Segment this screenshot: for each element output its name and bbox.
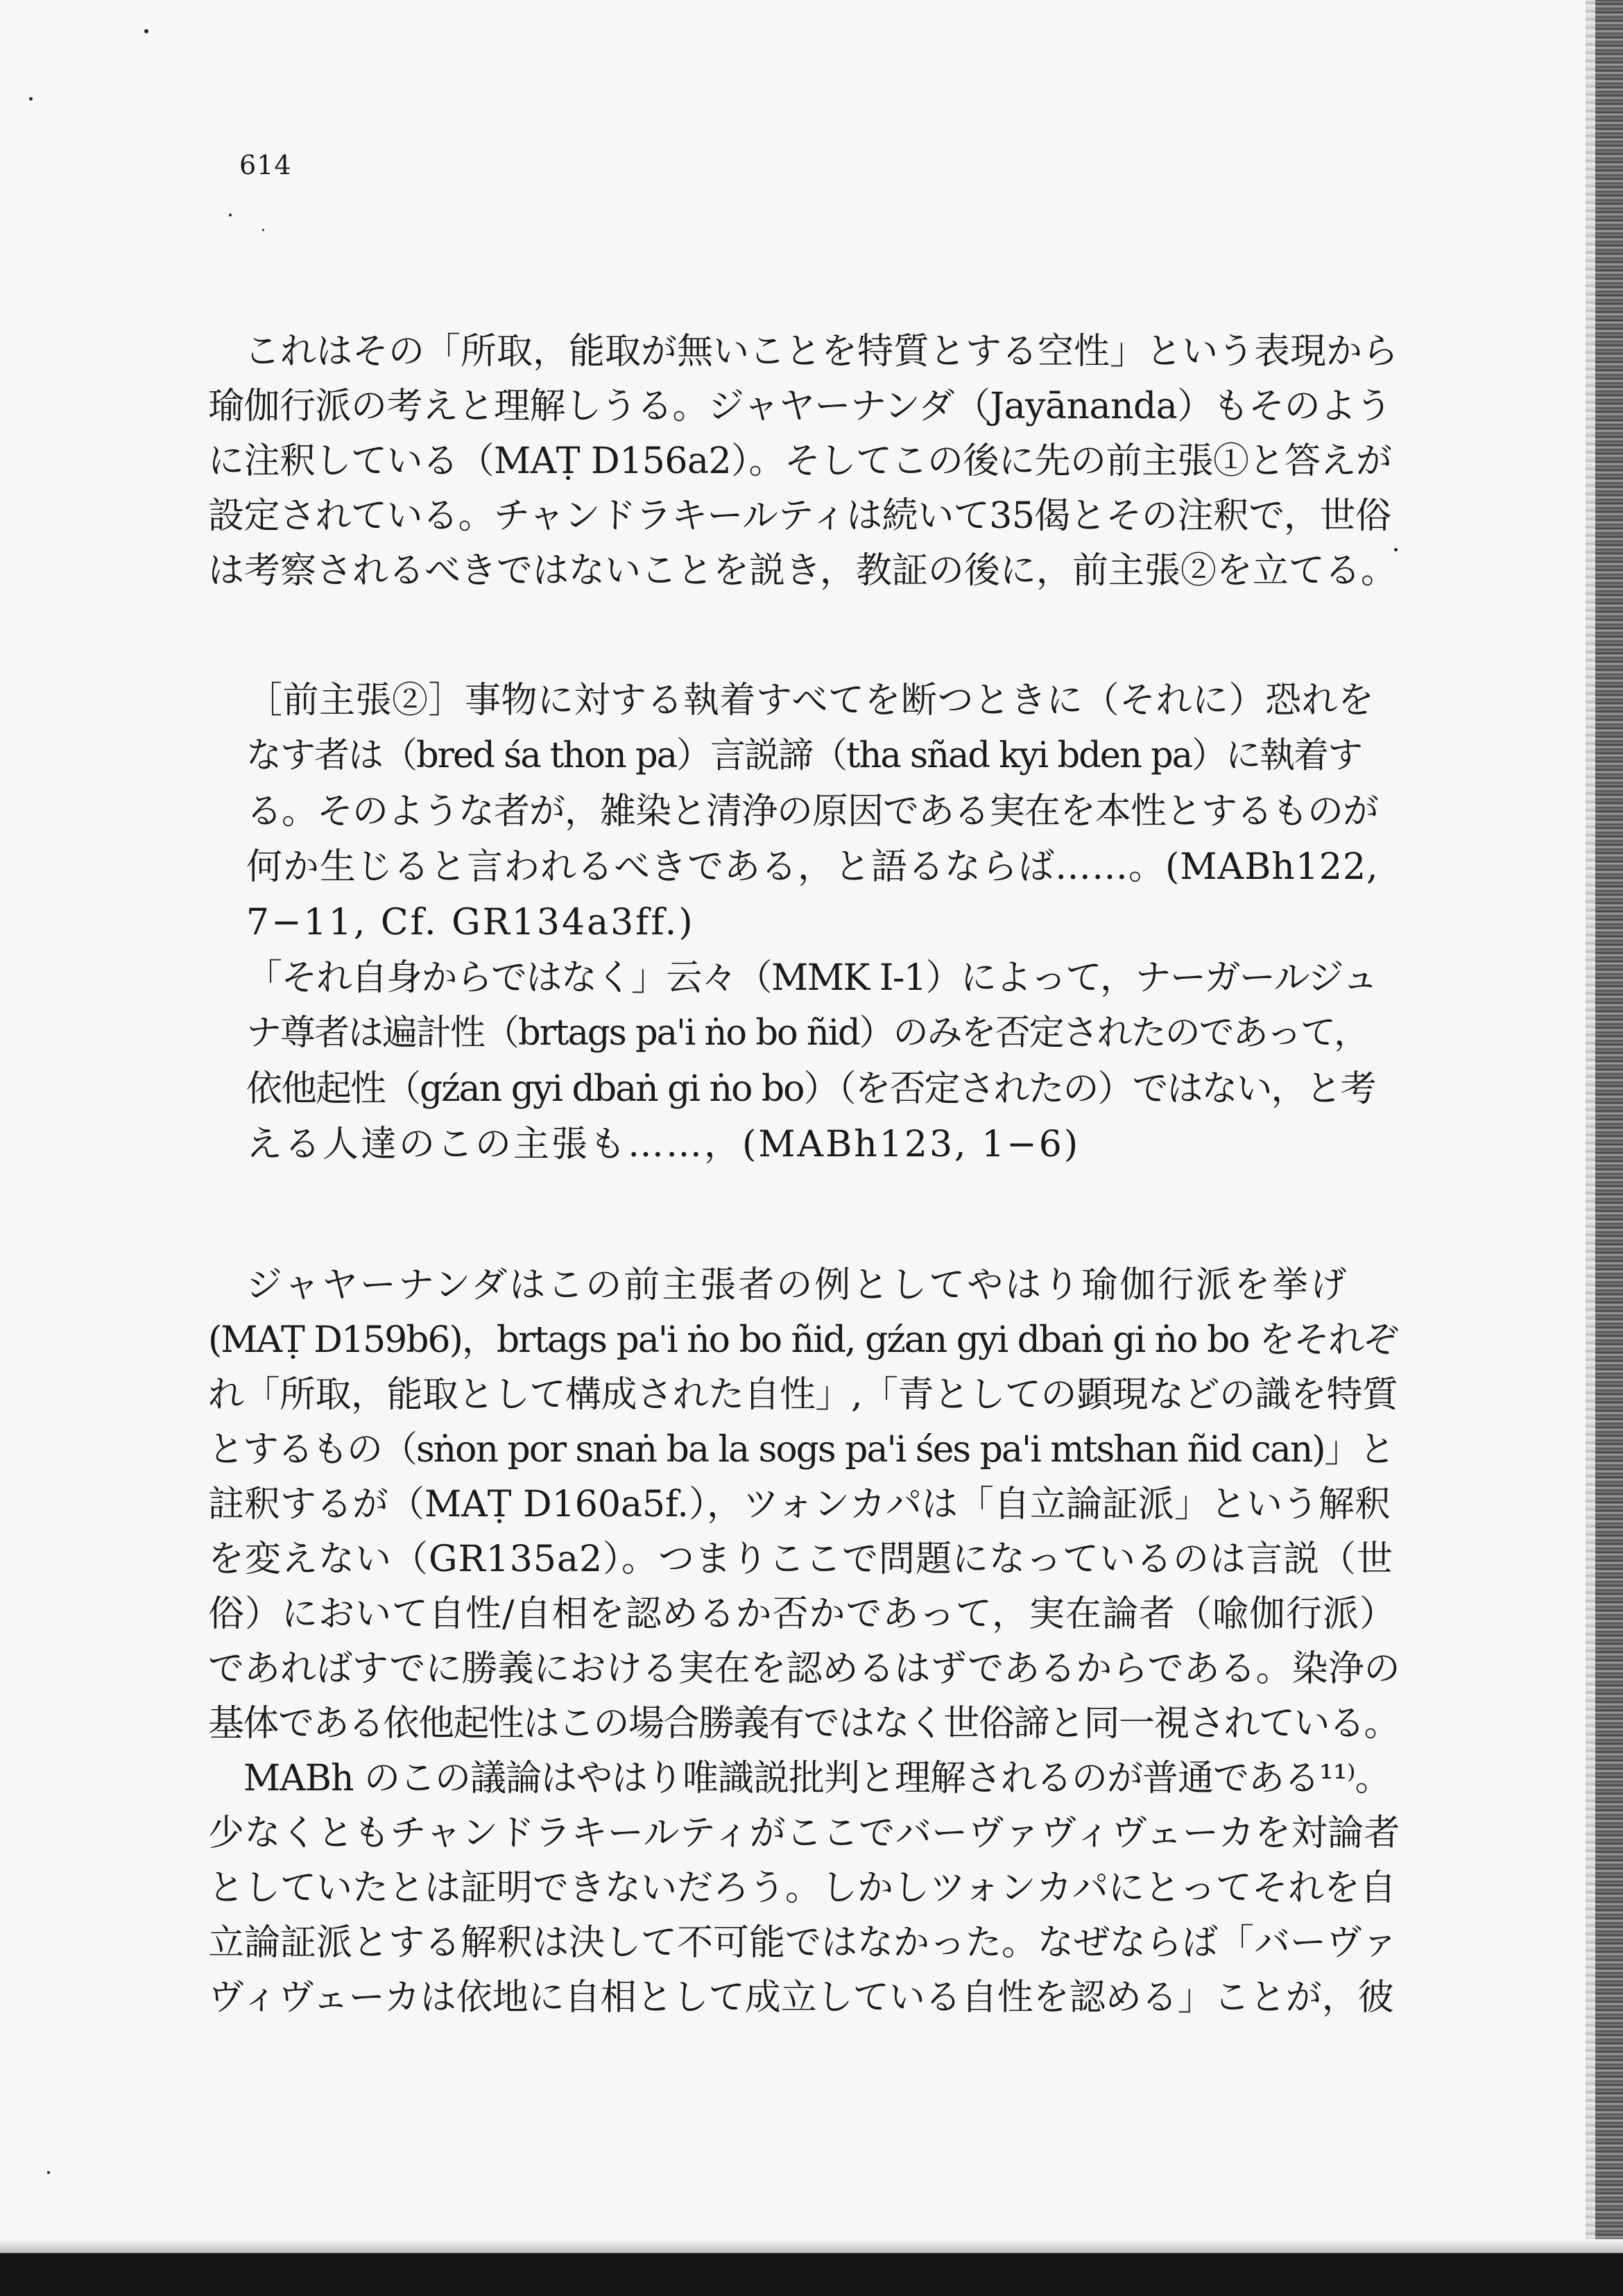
text-line: 立論証派とする解釈は決して不可能ではなかった。なぜならば「バーヴァ xyxy=(208,1922,1398,1964)
text-line: 瑜伽行派の考えと理解しうる。ジャヤーナンダ（Jayānanda）もそのよう xyxy=(208,386,1392,427)
scan-speck xyxy=(229,214,232,216)
text-line: 基体である依他起性はこの場合勝義有ではなく世俗諦と同一視されている。 xyxy=(208,1703,1400,1745)
scan-bottom-shadow xyxy=(0,2239,1623,2253)
text-line: 少なくともチャンドラキールティがここでバーヴァヴィヴェーカを対論者 xyxy=(208,1813,1400,1854)
scan-edge-shadow xyxy=(1586,0,1595,2241)
scan-speck xyxy=(144,29,148,33)
scan-speck xyxy=(262,229,264,231)
text-line: は考察されるべきではないことを説き，教証の後に，前主張②を立てる。 xyxy=(208,550,1397,592)
text-line: 註釈するが（MAṬ D160a5f.），ツォンカパは「自立論証派」という解釈 xyxy=(208,1484,1391,1525)
text-line: を変えない（GR135a2）。つまりここで問題になっているのは言説（世 xyxy=(208,1539,1394,1580)
text-line: ヴィヴェーカは依地に自相として成立している自性を認める」ことが，彼 xyxy=(208,1977,1394,2019)
body-paragraph-1 xyxy=(208,325,1401,599)
text-line: (MAṬ D159b6)，brtags pa'i ṅo bo ñid, gźan gyi dbaṅ gi ṅo bo をそれぞ xyxy=(208,1319,1398,1361)
text-line: ジャヤーナンダはこの前主張者の例としてやはり瑜伽行派を挙げ xyxy=(208,1265,1349,1306)
page-number: 614 xyxy=(239,150,292,180)
quotation-block xyxy=(246,673,1384,1172)
quote-line: 何か生じると言われるべきである，と語るならば……。(MABh122, xyxy=(246,846,1379,888)
text-line: に注釈している（MAṬ D156a2）。そしてこの後に先の前主張①と答えが xyxy=(208,440,1392,482)
text-line: れ「所取，能取として構成された自性」,「青としての顕現などの識を特質 xyxy=(208,1374,1398,1416)
scan-edge-border xyxy=(1595,0,1623,2241)
text-line: とするもの（sṅon por snaṅ ba la sogs pa'i śes pa'i mtshan ñid can)」と xyxy=(208,1429,1394,1471)
quote-line: 「それ自身からではなく」云々（MMK I-1）によって，ナーガールジュ xyxy=(246,957,1377,999)
quote-line: なす者は（bred śa thon pa）言説諦（tha sñad kyi bden pa）に執着す xyxy=(246,735,1362,776)
scan-speck xyxy=(29,97,33,101)
quote-line: える人達のこの主張も……，(MABh123, 1−6) xyxy=(246,1124,1081,1165)
quote-line: ［前主張②］事物に対する執着すべてを断つときに（それに）恐れを xyxy=(246,680,1375,721)
scan-speck xyxy=(47,2171,50,2174)
text-line: MABh のこの議論はやはり唯識説批判と理解されるのが普通である¹¹⁾。 xyxy=(208,1758,1391,1799)
quote-line: ナ尊者は遍計性（brtags pa'i ṅo bo ñid）のみを否定されたのであって， xyxy=(246,1013,1368,1054)
text-line: 設定されている。チャンドラキールティは続いて35偈とその注釈で，世俗 xyxy=(208,495,1391,537)
text-line: であればすでに勝義における実在を認めるはずであるからである。染浄の xyxy=(208,1648,1400,1690)
text-line: これはその「所取，能取が無いことを特質とする空性」という表現から xyxy=(208,331,1399,372)
text-line: 俗）において自性/自相を認めるか否かであって，実在論者（喩伽行派） xyxy=(208,1593,1396,1635)
quote-citation-line: 7−11, Cf. GR134a3ff.) xyxy=(246,902,695,943)
text-line: としていたとは証明できないだろう。しかしツォンカパにとってそれを自 xyxy=(208,1867,1396,1909)
scan-bottom-border xyxy=(0,2253,1623,2296)
quote-line: 依他起性（gźan gyi dbaṅ gi ṅo bo）（を否定されたの）ではない，と考 xyxy=(246,1068,1375,1110)
quote-line: る。そのような者が，雑染と清浄の原因である実在を本性とするものが xyxy=(246,791,1379,832)
body-paragraph-2 xyxy=(208,1258,1401,2025)
